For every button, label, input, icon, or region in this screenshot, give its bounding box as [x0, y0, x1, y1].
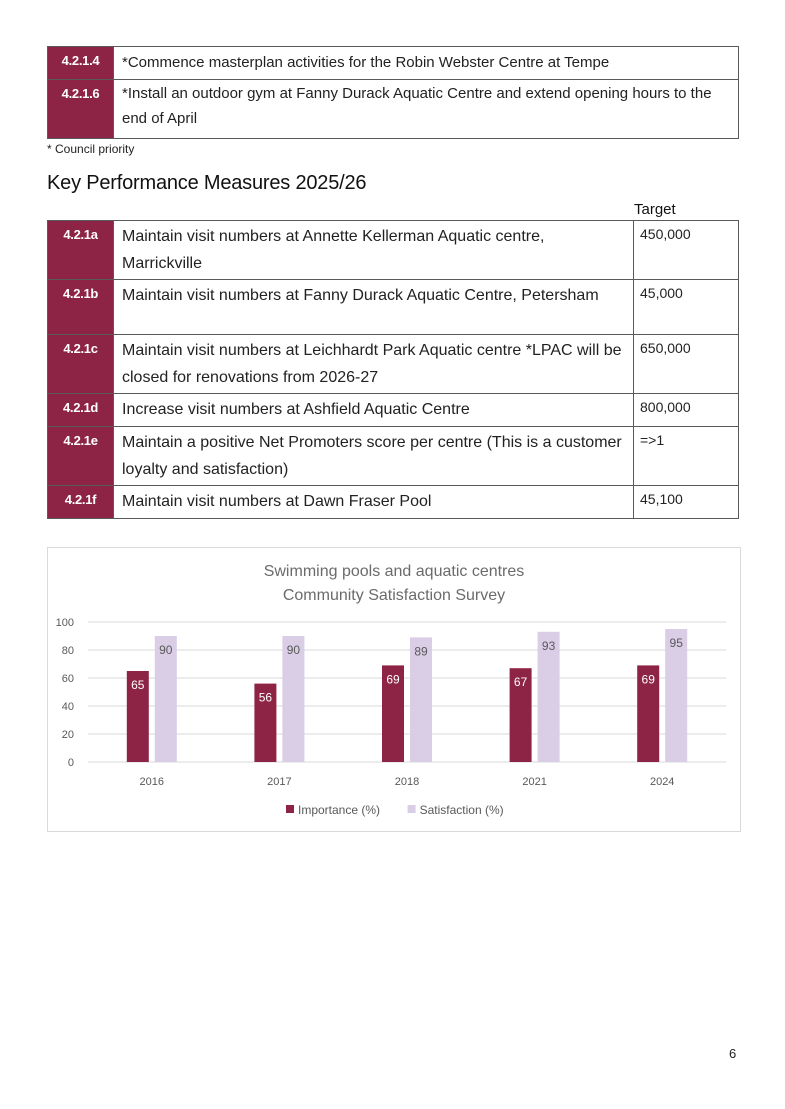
kpm-text: Maintain visit numbers at Fanny Durack Aquatic Centre, Petersham: [114, 280, 634, 335]
kpm-text: Maintain visit numbers at Annette Kellerman Aquatic centre, Marrickville: [114, 221, 634, 280]
x-tick-label: 2018: [394, 776, 420, 788]
y-tick-label: 100: [55, 617, 74, 629]
satisfaction-chart: [47, 547, 741, 832]
kpm-target: =>1: [634, 427, 739, 486]
action-text: *Install an outdoor gym at Fanny Durack Aquatic Centre and extend opening hours to the end of April: [114, 80, 739, 139]
x-tick-label: 2016: [139, 776, 165, 788]
chart-title: Swimming pools and aquatic centres: [263, 563, 525, 580]
data-label: 67: [513, 675, 528, 690]
kpm-target: 650,000: [634, 335, 739, 394]
kpm-code: 4.2.1c: [48, 335, 114, 394]
action-code: 4.2.1.6: [48, 80, 114, 139]
kpm-text: Maintain a positive Net Promoters score per centre (This is a customer loyalty and satisfaction): [114, 427, 634, 486]
data-label: 69: [641, 672, 655, 687]
data-label: 56: [258, 690, 273, 705]
table-row: [48, 427, 739, 486]
y-tick-label: 60: [61, 673, 74, 685]
data-label: 95: [669, 636, 683, 650]
table-row: [48, 80, 739, 139]
x-tick-label: 2017: [267, 776, 292, 788]
chart-canvas: [48, 548, 740, 831]
y-tick-label: 80: [61, 645, 74, 657]
page-number: 6: [729, 1046, 737, 1061]
legend-label: Satisfaction (%): [419, 803, 504, 817]
kpm-code: 4.2.1f: [48, 486, 114, 519]
table-row: [48, 221, 739, 280]
kpm-text: Maintain visit numbers at Dawn Fraser Pool: [114, 486, 634, 519]
legend-swatch: [286, 805, 294, 813]
kpm-text: Maintain visit numbers at Leichhardt Park Aquatic centre *LPAC will be closed for renovations from 2026-27: [114, 335, 634, 394]
data-label: 90: [286, 643, 301, 657]
kpm-target: 45,000: [634, 280, 739, 335]
data-label: 89: [414, 644, 428, 659]
kpm-code: 4.2.1a: [48, 221, 114, 280]
legend-swatch: [408, 805, 416, 813]
table-row: [48, 47, 739, 80]
x-tick-label: 2021: [522, 776, 547, 788]
kpm-target: 450,000: [634, 221, 739, 280]
kpm-text: Increase visit numbers at Ashfield Aquatic Centre: [114, 394, 634, 427]
data-label: 69: [386, 672, 400, 687]
data-label: 65: [131, 678, 145, 692]
y-tick-label: 0: [67, 757, 74, 769]
target-column-header: Target: [634, 201, 676, 218]
legend-label: Importance (%): [298, 803, 381, 817]
table-row: [48, 335, 739, 394]
kpm-code: 4.2.1e: [48, 427, 114, 486]
chart-subtitle: Community Satisfaction Survey: [282, 587, 506, 604]
x-tick-label: 2024: [649, 776, 675, 788]
footnote: * Council priority: [47, 142, 135, 156]
kpm-code: 4.2.1b: [48, 280, 114, 335]
table-row: [48, 394, 739, 427]
y-tick-label: 20: [61, 729, 74, 741]
kpm-target: 45,100: [634, 486, 739, 519]
kpm-heading: Key Performance Measures 2025/26: [47, 172, 367, 194]
table-row: [48, 280, 739, 335]
data-label: 93: [541, 638, 556, 653]
action-text: *Commence masterplan activities for the Robin Webster Centre at Tempe: [114, 47, 739, 80]
data-label: 90: [159, 643, 173, 657]
table-row: [48, 486, 739, 519]
actions-table: [47, 46, 739, 139]
action-code: 4.2.1.4: [48, 47, 114, 80]
kpm-table: [47, 220, 739, 519]
kpm-target: 800,000: [634, 394, 739, 427]
y-tick-label: 40: [61, 701, 74, 713]
kpm-code: 4.2.1d: [48, 394, 114, 427]
